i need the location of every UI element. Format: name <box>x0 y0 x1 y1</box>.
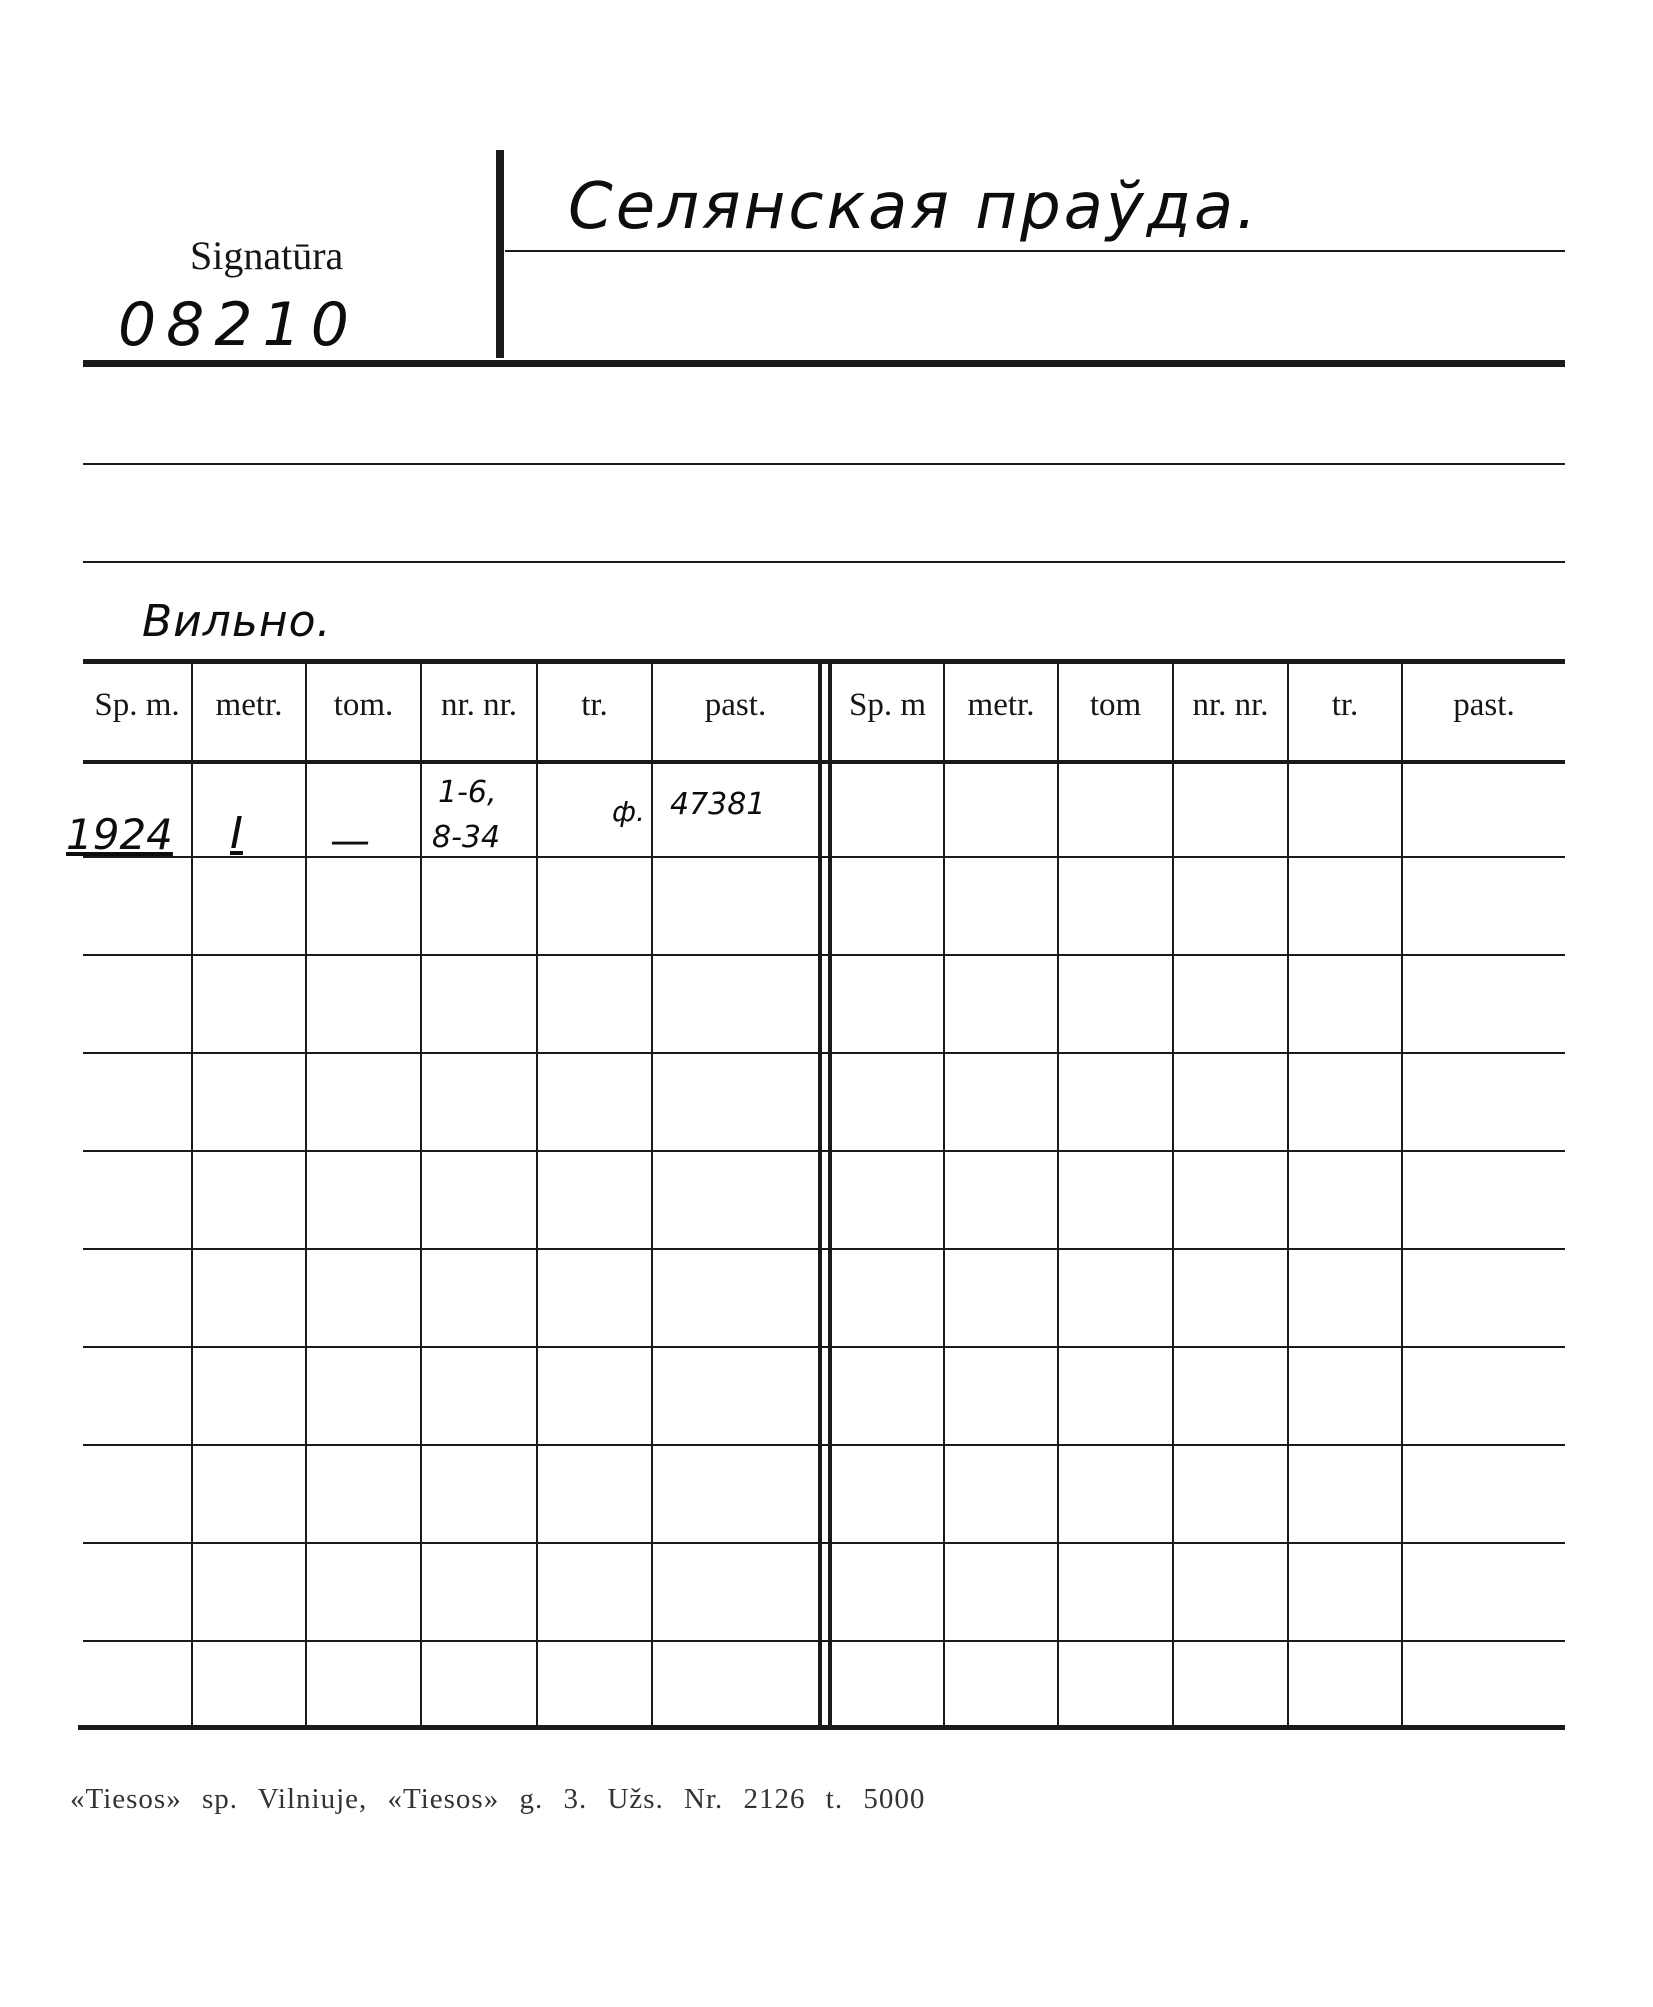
column-line <box>191 664 193 1725</box>
cell-issues-line-2: 8-34 <box>432 820 501 855</box>
center-double-line <box>828 664 832 1725</box>
cell-issues-line-1: 1-6, <box>438 775 497 810</box>
column-header-metr: metr. <box>215 687 283 723</box>
column-header-sp-m: Sp. m. <box>94 687 180 723</box>
column-header-metr-right: metr. <box>967 687 1035 723</box>
cell-tom: — <box>330 818 370 864</box>
column-line <box>305 664 307 1725</box>
column-line <box>1401 664 1403 1725</box>
header-divider <box>496 150 504 358</box>
header-bottom-rule <box>83 360 1565 367</box>
column-line <box>651 664 653 1725</box>
periodical-title: Селянская праўда. <box>568 170 1260 244</box>
title-underline <box>505 250 1565 252</box>
blank-line-2 <box>83 561 1565 563</box>
cell-tr: ф. <box>612 795 645 828</box>
column-header-past: past. <box>704 687 767 723</box>
blank-line-1 <box>83 463 1565 465</box>
signature-label: Signatūra <box>190 233 344 278</box>
column-header-tr: tr. <box>581 687 608 723</box>
column-header-nr-nr: nr. nr. <box>440 687 518 723</box>
column-header-nr-nr-right: nr. nr. <box>1192 687 1269 723</box>
center-double-line <box>818 664 822 1725</box>
column-line <box>1057 664 1059 1725</box>
signature-number: 08210 <box>118 290 359 360</box>
column-line <box>536 664 538 1725</box>
column-line <box>420 664 422 1725</box>
table-bottom-rule <box>78 1725 1565 1730</box>
cell-metr: I <box>230 808 243 859</box>
printer-imprint: «Tiesos» sp. Vilniuje, «Tiesos» g. 3. Užs. Nr. 2126 t. 5000 <box>70 1783 926 1815</box>
column-line <box>1172 664 1174 1725</box>
cell-past: 47381 <box>670 787 766 822</box>
place-of-publication: Вильно. <box>142 596 332 647</box>
column-header-tr-right: tr. <box>1331 687 1359 723</box>
column-header-past-right: past. <box>1453 687 1515 723</box>
cell-year: 1924 <box>66 810 173 859</box>
column-header-tom-right: tom <box>1089 687 1142 723</box>
column-line <box>1287 664 1289 1725</box>
column-header-sp-m-right: Sp. m <box>848 687 927 723</box>
column-header-tom: tom. <box>333 687 394 723</box>
column-line <box>943 664 945 1725</box>
